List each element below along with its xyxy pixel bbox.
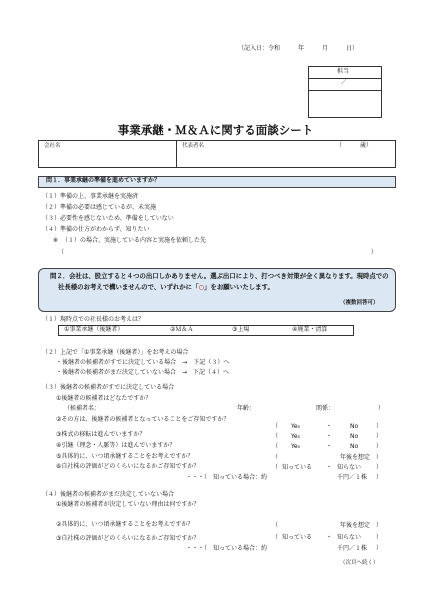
company-name-label: 会社名 <box>44 143 61 149</box>
q1-option-2: （２）準備の必要は感じているが、未実施 <box>42 204 157 211</box>
yes-text: Ye <box>291 433 298 440</box>
q1-paren-open: （ <box>58 249 65 256</box>
paren-open: （ <box>272 423 279 430</box>
company-info-divider <box>176 140 177 168</box>
yes-option[interactable] <box>291 444 300 451</box>
q2-s3-relation: 関係： <box>316 405 335 412</box>
q1-note-mark: ※ <box>53 237 59 244</box>
q2-s3-q1: ①後継者の候補者はどなたですか？ <box>56 395 152 402</box>
yes-mark: s <box>297 425 300 430</box>
q1-option-3: （３）必要性を感じないため、準備をしていない <box>42 215 174 222</box>
know-option[interactable]: 知っている <box>282 464 313 471</box>
tanto-label: 担当 <box>337 68 350 75</box>
q1-note: （１）の場合、実施している内容と実施を依頼した先 <box>62 237 207 244</box>
q1-heading: 問１．事業承継の準備を進めていますか？ <box>46 177 161 184</box>
q2-s4-q3: ③自社株の評価がどのくらいになるかご存知ですか？ <box>56 535 200 542</box>
q2-s3-age: 年齢： <box>237 405 256 412</box>
q2-choice-3[interactable]: ③上場 <box>232 326 250 333</box>
q2-s3-q6: ⑥自社株の評価がどのくらいになるかご存知ですか？ <box>56 463 200 470</box>
q2-s3-q6-known: ・・・（ 知っている場合：約 <box>186 474 268 481</box>
no-option[interactable]: No <box>350 423 359 430</box>
year-plan-text: 年後を想定 <box>340 522 371 529</box>
q2-heading-text-2: 」をお願いいたします。 <box>204 283 274 291</box>
per-share-unit: 千円／１株 <box>337 474 368 481</box>
no-option[interactable]: No <box>350 433 359 440</box>
q2-s2-line-1: ・後継者の候補者がすでに決定している場合 → 下記（３）へ <box>56 359 230 366</box>
paren-open: （ <box>272 454 279 461</box>
yes-mark: s <box>297 445 300 450</box>
q2-s3-q5: ⑤具体的に、いつ頃承継することをお考えですか？ <box>56 453 194 460</box>
paren-close: ） <box>376 534 383 541</box>
tanto-divider-2 <box>308 90 382 91</box>
separator-dot: ・ <box>326 443 333 450</box>
per-share-unit: 千円／１株 <box>337 545 368 552</box>
q2-s3-q4: ④引継（理念・人脈等）は進んでいますか？ <box>56 442 176 449</box>
q2-choice-2[interactable]: ②Ｍ＆Ａ <box>170 326 194 333</box>
q2-s4-q1: ①後継者の候補者が決定していない理由は何ですか？ <box>56 501 200 508</box>
paren-open: （ <box>272 534 279 541</box>
paren-close: ） <box>376 545 383 552</box>
q2-heading-o: ○ <box>198 283 205 291</box>
q2-s2-title: （２）上記で「①事業承継（後継者）」をお考えの場合 <box>42 349 189 356</box>
q2-heading <box>50 271 394 293</box>
separator-dot: ・ <box>326 433 333 440</box>
q2-intro: （１）現時点での社長様のお考えは？ <box>42 316 145 323</box>
q2-s3-q3: ③株式の移転は進んでいますか？ <box>56 431 146 438</box>
continued-note: （次頁へ続く） <box>340 560 379 566</box>
yes-mark: s <box>297 435 300 440</box>
paren-open: （ <box>272 522 279 529</box>
date-line: （記入日：令和 年 月 日） <box>238 45 359 52</box>
paren-close: ） <box>376 433 383 440</box>
separator-dot: ・ <box>326 534 333 541</box>
separator-dot: ・ <box>326 423 333 430</box>
tanto-mark: ／ <box>341 79 348 86</box>
age-field: （ 歳） <box>336 142 373 149</box>
separator-dot: ・ <box>326 464 333 471</box>
yes-text: Ye <box>291 423 298 430</box>
dont-know-option[interactable]: 知らない <box>337 534 362 541</box>
q2-s3-title: （３）後継者の候補者がすでに決定している場合 <box>42 384 175 391</box>
paren-open: （ <box>272 464 279 471</box>
q1-paren-close: ） <box>371 249 378 256</box>
q2-s4-q3-known: ・・・（ 知っている場合：約 <box>186 545 268 552</box>
no-option[interactable]: No <box>350 443 359 450</box>
know-option[interactable]: 知っている <box>282 534 313 541</box>
q1-option-4: （４）準備の仕方がわからず、知りたい <box>42 226 150 233</box>
q2-s3-candidate-name: （候補者名： <box>64 405 101 412</box>
year-plan-text: 年後を想定 <box>340 454 371 461</box>
page-title: 事業承継・Ｍ＆Ａに関する面談シート <box>117 123 314 137</box>
paren-close: ） <box>376 522 383 529</box>
q2-choice-4[interactable]: ④廃業・清算 <box>292 326 328 333</box>
paren-close: ） <box>376 443 383 450</box>
dont-know-option[interactable]: 知らない <box>337 464 362 471</box>
q2-choice-1[interactable]: ①事業承継（後継者） <box>64 326 124 333</box>
paren-open: （ <box>272 443 279 450</box>
q2-heading-text-1: 問２．会社は、股立すると４つの出口しかありません。選ぶ出口により、打つべき対策が全く異なります。現時点での社長様のお考えで構いませんので、いずれかに「 <box>50 272 389 291</box>
yes-option[interactable] <box>291 434 300 441</box>
q2-s3-close: ） <box>378 405 385 412</box>
q2-s4-q2: ②具体的に、いつ頃承継することをお考えですか？ <box>56 521 194 528</box>
paren-close: ） <box>376 454 383 461</box>
yes-option[interactable] <box>291 424 300 431</box>
representative-label: 代表者名 <box>182 143 205 149</box>
yes-text: Ye <box>291 443 298 450</box>
q2-s4-title: （４）後継者の候補者がまだ決定していない場合 <box>42 491 175 498</box>
q2-s3-q2: ②その方は、後継者の候補者となっていることをご存知ですか？ <box>56 416 230 423</box>
q2-multi-answer-note: （複数回答可） <box>340 300 379 306</box>
paren-close: ） <box>376 474 383 481</box>
q2-s2-line-2: ・後継者の候補者がまだ決定していない場合 → 下記（４）へ <box>56 369 230 376</box>
q1-option-1: （１）準備の上、事業承継を実施済 <box>42 193 139 200</box>
paren-close: ） <box>376 423 383 430</box>
paren-open: （ <box>272 433 279 440</box>
paren-close: ） <box>376 464 383 471</box>
